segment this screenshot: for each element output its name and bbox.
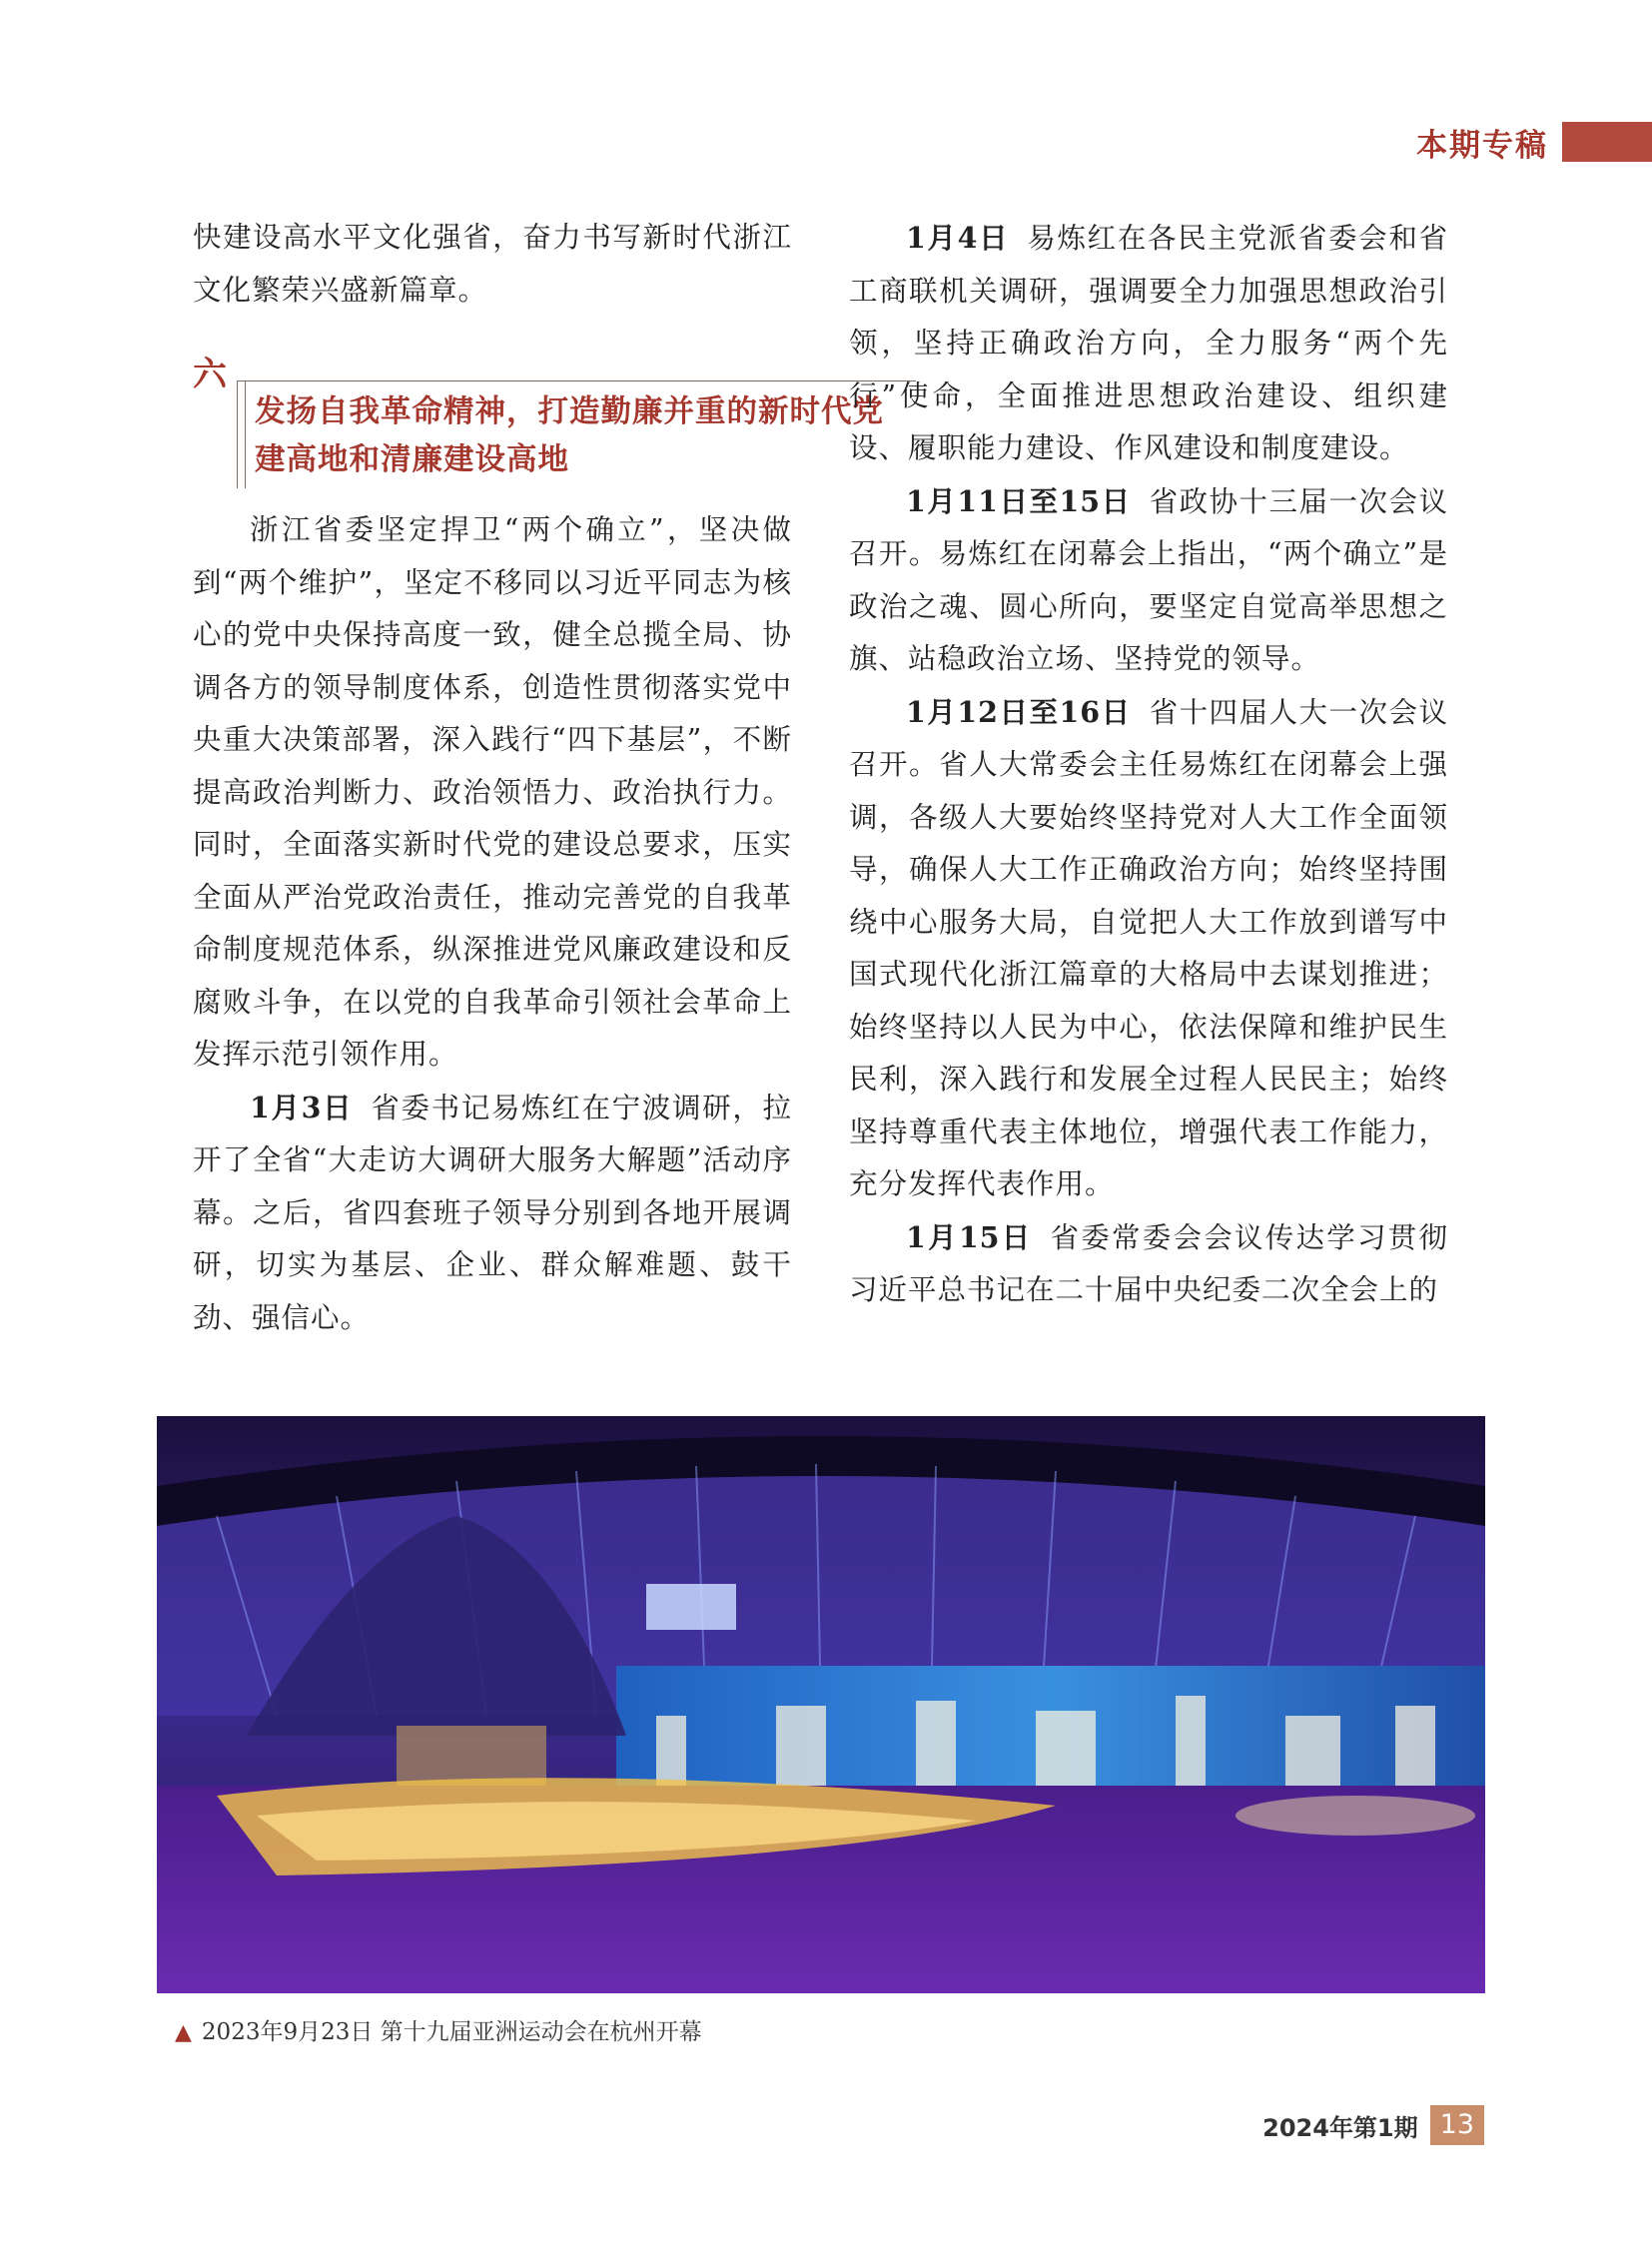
right-column	[849, 212, 1448, 1317]
issue-label: 2024年第1期	[1262, 2113, 1418, 2142]
stadium-photo	[157, 1416, 1485, 1993]
entry-text: 省委书记易炼红在宁波调研，拉开了全省“大走访大调研大服务大解题”活动序幕。之后，省四套班子领导分别到各地开展调研，切实为基层、企业、群众解难题、鼓干劲、强信心。	[193, 1091, 792, 1334]
entry-paragraph	[849, 475, 1448, 686]
entry-text: 省十四届人大一次会议召开。省人大常委会主任易炼红在闭幕会上强调，各级人大要始终坚持党对人大工作全面领导，确保人大工作正确政治方向；始终坚持围绕中心服务大局，自觉把人大工作放到谱写中国式现代化浙江篇章的大格局中去谋划推进；始终坚持以人民为中心，依法保障和维护民生民利，深入践行和发展全过程人民民主；始终坚持尊重代表主体地位，增强代表工作能力，充分发挥代表作用。	[849, 695, 1448, 1200]
section-title: 发扬自我革命精神，打造勤廉并重的新时代党建高地和清廉建设高地	[255, 394, 884, 477]
entry-text: 易炼红在各民主党派省委会和省工商联机关调研，强调要全力加强思想政治引领，坚持正确政治方向，全力服务“两个先行”使命，全面推进思想政治建设、组织建设、履职能力建设、作风建设和制度建设。	[849, 222, 1448, 464]
caption-text: 2023年9月23日 第十九届亚洲运动会在杭州开幕	[201, 2019, 702, 2045]
heading-rule-vertical	[237, 380, 238, 488]
section-label: 本期专稿	[1416, 127, 1548, 164]
left-column	[193, 212, 884, 1344]
entry-text: 省委常委会会议传达学习贯彻习近平总书记在二十届中央纪委二次全会上的	[849, 1220, 1448, 1306]
heading-rule-vertical-inner	[245, 380, 246, 488]
page-number: 13	[1430, 2105, 1484, 2145]
entry-date: 1月12日至16日	[906, 694, 1132, 729]
stadium-illustration	[157, 1416, 1485, 1993]
section-color-bar	[1562, 122, 1652, 162]
entry-paragraph	[849, 1211, 1448, 1317]
intro-paragraph: 快建设高水平文化强省，奋力书写新时代浙江文化繁荣兴盛新篇章。	[193, 221, 792, 307]
heading-rule-horizontal	[237, 380, 916, 381]
section-number: 六	[193, 355, 227, 394]
body-paragraph: 浙江省委坚定捍卫“两个确立”，坚决做到“两个维护”，坚定不移同以习近平同志为核心的党中央保持高度一致，健全总揽全局、协调各方的领导制度体系，创造性贯彻落实党中央重大决策部署，深入践行“四下基层”，不断提高政治判断力、政治领悟力、政治执行力。同时，全面落实新时代党的建设总要求，压实全面从严治党政治责任，推动完善党的自我革命制度规范体系，纵深推进党风廉政建设和反腐败斗争，在以党的自我革命引领社会革命上发挥示范引领作用。	[193, 513, 792, 1071]
entry-date: 1月4日	[906, 221, 1010, 255]
section-tag	[1416, 120, 1652, 164]
triangle-icon: ▲	[175, 2020, 192, 2045]
photo-caption	[175, 2013, 702, 2046]
entry-date: 1月15日	[906, 1219, 1033, 1254]
entry-text: 省政协十三届一次会议召开。易炼红在闭幕会上指出，“两个确立”是政治之魂、圆心所向，要坚定自觉高举思想之旗、站稳政治立场、坚持党的领导。	[849, 484, 1448, 675]
entry-date: 1月3日	[250, 1090, 354, 1124]
entry-paragraph	[193, 1082, 792, 1345]
entry-paragraph	[849, 686, 1448, 1211]
entry-paragraph	[849, 212, 1448, 475]
section-heading	[193, 347, 884, 486]
page-footer	[1262, 2105, 1484, 2145]
entry-date: 1月11日至15日	[906, 483, 1132, 518]
